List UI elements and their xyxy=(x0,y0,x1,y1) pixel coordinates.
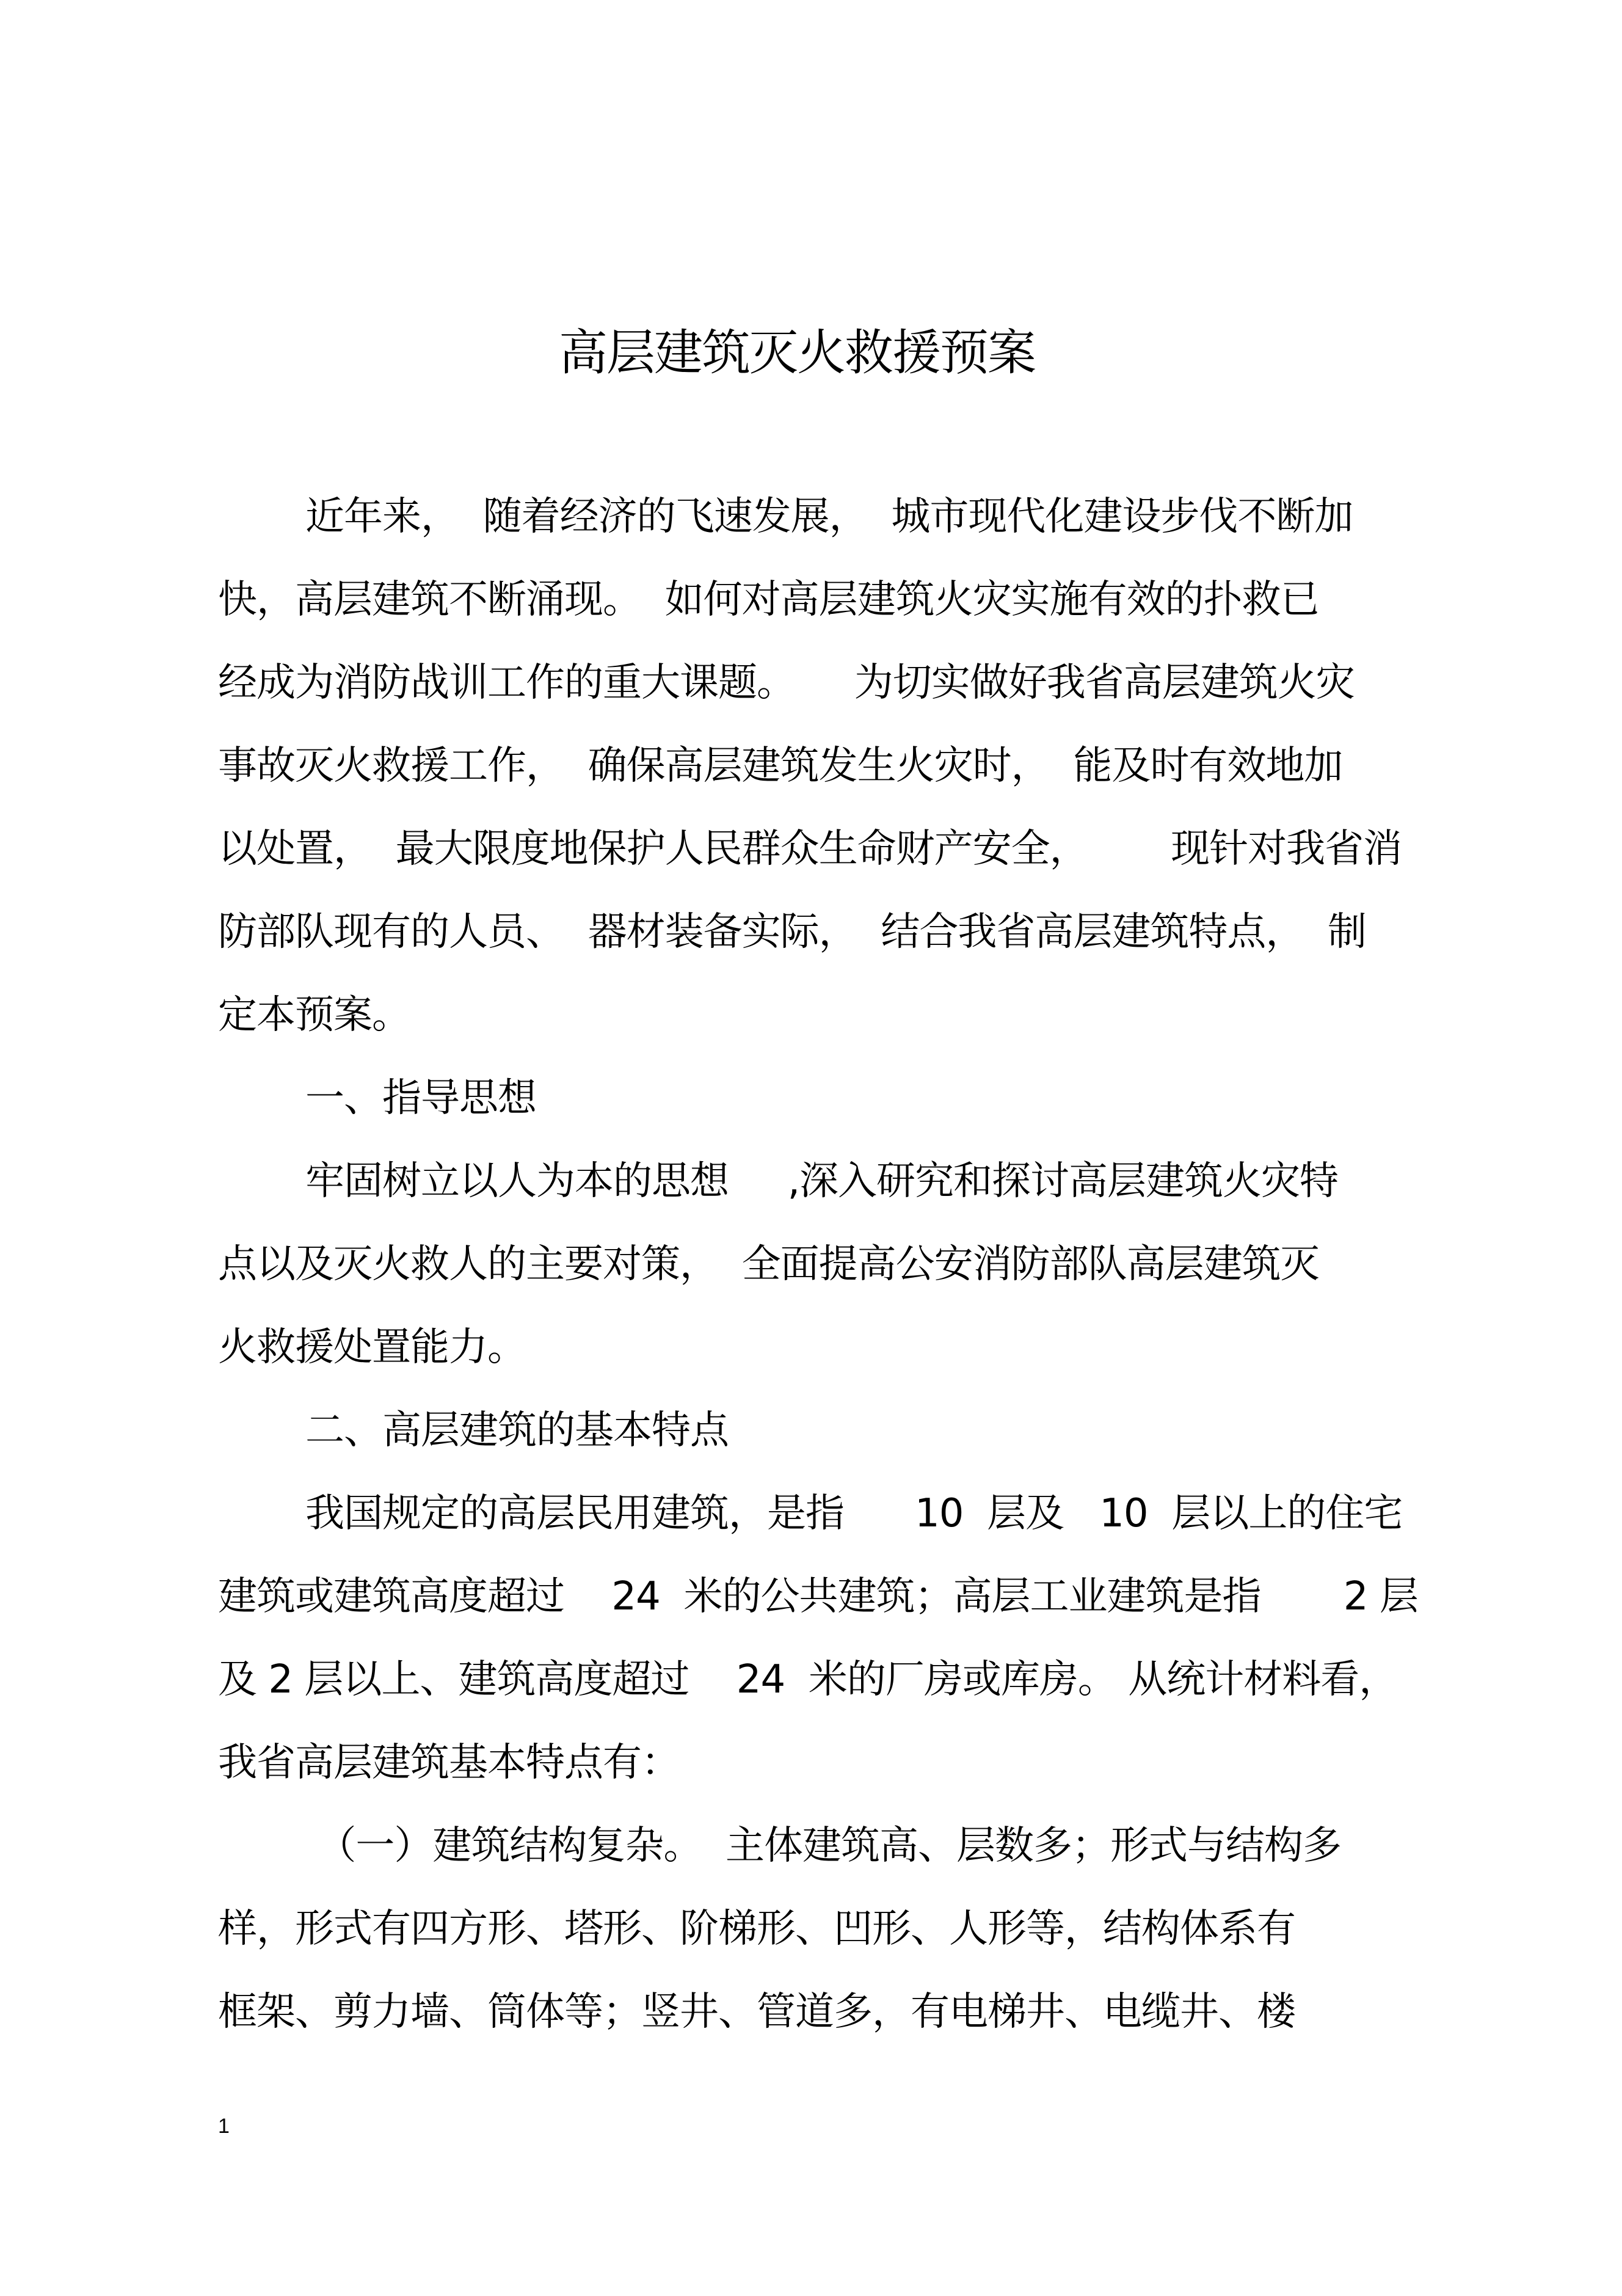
page-number: 1 xyxy=(218,2115,230,2138)
paragraph-line: 点以及灭火救人的主要对策， 全面提高公安消防部队高层建筑灭 xyxy=(218,1242,1319,1287)
paragraph-line: 火救援处置能力。 xyxy=(218,1325,526,1370)
paragraph-line: 及 2 层以上、建筑高度超过 24 米的厂房或库房。 从统计材料看， xyxy=(218,1657,1398,1702)
paragraph-line: 牢固树立以人为本的思想 ,深入研究和探讨高层建筑火灾特 xyxy=(305,1159,1339,1204)
paragraph-line: 近年来， 随着经济的飞速发展， 城市现代化建设步伐不断加 xyxy=(305,494,1353,539)
paragraph-line: 经成为消防战训工作的重大课题。 为切实做好我省高层建筑火灾 xyxy=(218,660,1355,705)
paragraph-line: 快，高层建筑不断涌现。 如何对高层建筑火灾实施有效的扑救已 xyxy=(218,577,1319,622)
document-title: 高层建筑灭火救援预案 xyxy=(559,324,1035,381)
document-body xyxy=(218,487,1439,2066)
paragraph-line: 以处置， 最大限度地保护人民群众生命财产安全， 现针对我省消 xyxy=(218,826,1402,872)
paragraph-line: 样，形式有四方形、塔形、阶梯形、凹形、人形等，结构体系有 xyxy=(218,1906,1295,1952)
paragraph-line: （一）建筑结构复杂。 主体建筑高、层数多；形式与结构多 xyxy=(305,1823,1342,1868)
paragraph-line: 防部队现有的人员、 器材装备实际， 结合我省高层建筑特点， 制 xyxy=(218,909,1367,955)
paragraph-line: 我国规定的高层民用建筑，是指 10 层及 10 层以上的住宅 xyxy=(305,1491,1403,1536)
paragraph-line: 框架、剪力墙、筒体等；竖井、管道多，有电梯井、电缆井、楼 xyxy=(218,1989,1295,2035)
paragraph-line: 我省高层建筑基本特点有： xyxy=(218,1740,680,1785)
paragraph-line: 定本预案。 xyxy=(218,993,410,1038)
paragraph-line: 建筑或建筑高度超过 24 米的公共建筑；高层工业建筑是指 2 层 xyxy=(218,1574,1418,1619)
paragraph-line: 事故灭火救援工作， 确保高层建筑发生火灾时， 能及时有效地加 xyxy=(218,743,1343,789)
section-heading: 二、高层建筑的基本特点 xyxy=(305,1408,729,1453)
section-heading: 一、指导思想 xyxy=(305,1076,536,1121)
